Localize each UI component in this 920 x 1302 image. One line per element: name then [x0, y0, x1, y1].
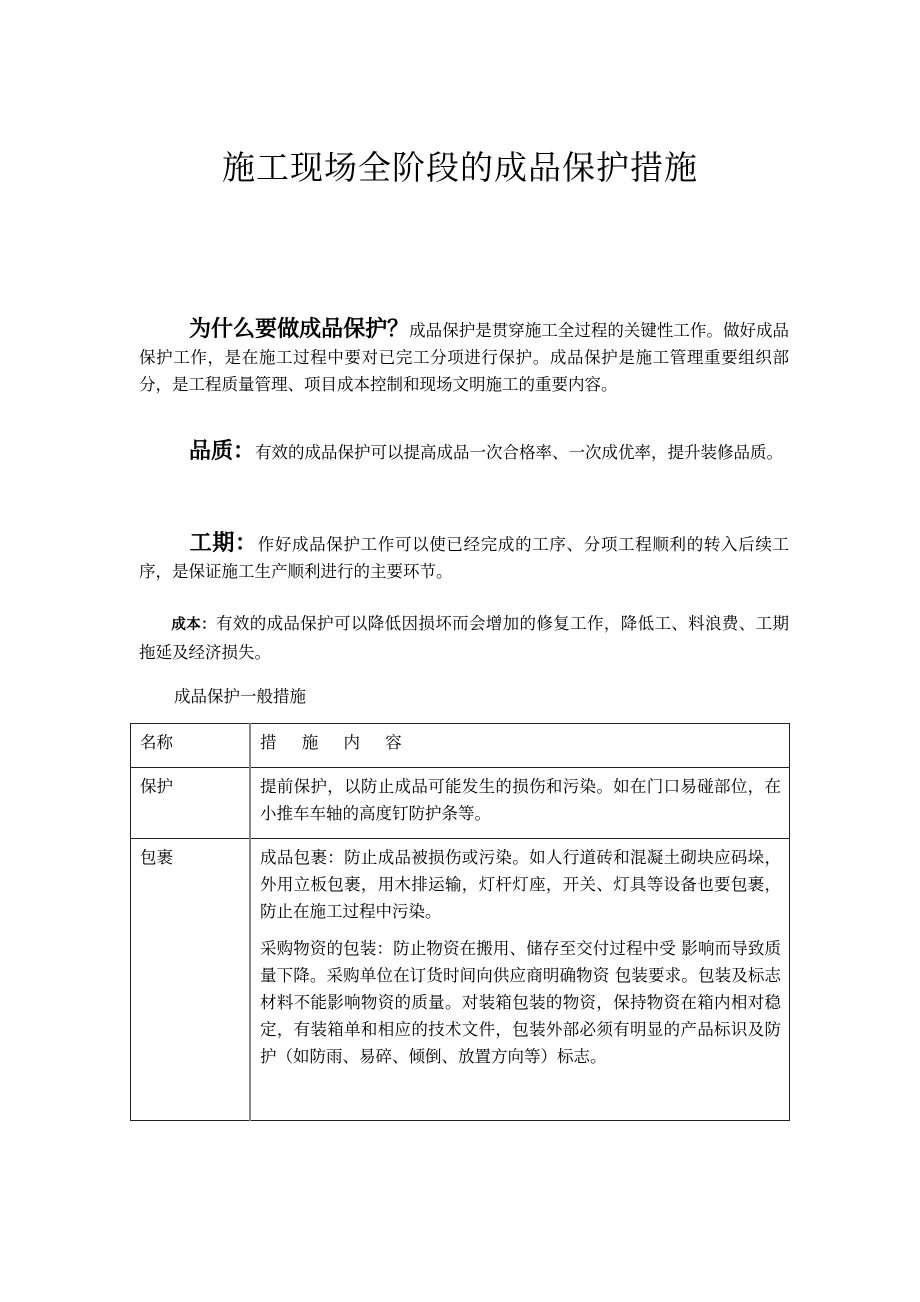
- measures-table: [130, 723, 790, 1121]
- row-content-paragraph: 成品包裹：防止成品被损伤或污染。如人行道砖和混凝土砌块应码垛，外用立板包裹，用木排运输，灯杆灯座，开关、灯具等设备也要包裹，防止在施工过程中污染。: [260, 848, 781, 921]
- section-cost-body: 有效的成品保护可以降低因损坏而会增加的修复工作，降低工、料浪费、工期拖延及经济损失。: [139, 614, 790, 662]
- section-cost-lead: 成本：: [171, 617, 216, 633]
- table-caption: 成品保护一般措施: [174, 687, 306, 706]
- section-schedule: [139, 530, 789, 585]
- document-title: 施工现场全阶段的成品保护措施: [222, 148, 698, 187]
- table-row: [131, 768, 790, 839]
- section-why-lead: 为什么要做成品保护？: [189, 317, 410, 342]
- row-name: 保护: [131, 768, 251, 839]
- section-why-body: 成品保护是贯穿施工全过程的关键性工作。做好成品保护工作，是在施工过程中要对已完工分项进行保护。成品保护是施工管理重要组织部分，是工程质量管理、项目成本控制和现场文明施工的重要内容。: [139, 321, 789, 394]
- section-why: [139, 316, 789, 398]
- header-name: 名称: [131, 724, 251, 768]
- header-content-label: 措 施 内 容: [260, 733, 412, 752]
- section-quality-body: 有效的成品保护可以提高成品一次合格率、一次成优率，提升装修品质。: [255, 443, 784, 462]
- section-cost: [139, 610, 789, 666]
- header-content: [250, 724, 790, 768]
- table-header-row: [131, 724, 790, 768]
- section-schedule-lead: 工期：: [189, 531, 258, 556]
- section-schedule-body: 作好成品保护工作可以使已经完成的工序、分项工程顺利的转入后续工序，是保证施工生产顺利进行的主要环节。: [139, 535, 789, 581]
- row-content: [250, 768, 790, 839]
- row-name: 包裹: [131, 839, 251, 1121]
- section-quality-lead: 品质：: [189, 439, 256, 464]
- table-row: [131, 839, 790, 1121]
- section-quality: [139, 438, 789, 466]
- row-content-paragraph: 提前保护，以防止成品可能发生的损伤和污染。如在门口易碰部位，在小推车车轴的高度钉防护条等。: [260, 777, 781, 823]
- row-content-paragraph: 采购物资的包装：防止物资在搬用、储存至交付过程中受 影响而导致质量下降。采购单位在订货时间向供应商明确物资 包装要求。包装及标志材料不能影响物资的质量。对装箱包装的物资，保持物资在箱内相对稳定，有装箱单和相应的技术文件，包装外部必须有明显的产品标识及防护（如防雨、易碎、倾倒、放置方向等）标志。: [260, 939, 781, 1066]
- row-content: [250, 839, 790, 1121]
